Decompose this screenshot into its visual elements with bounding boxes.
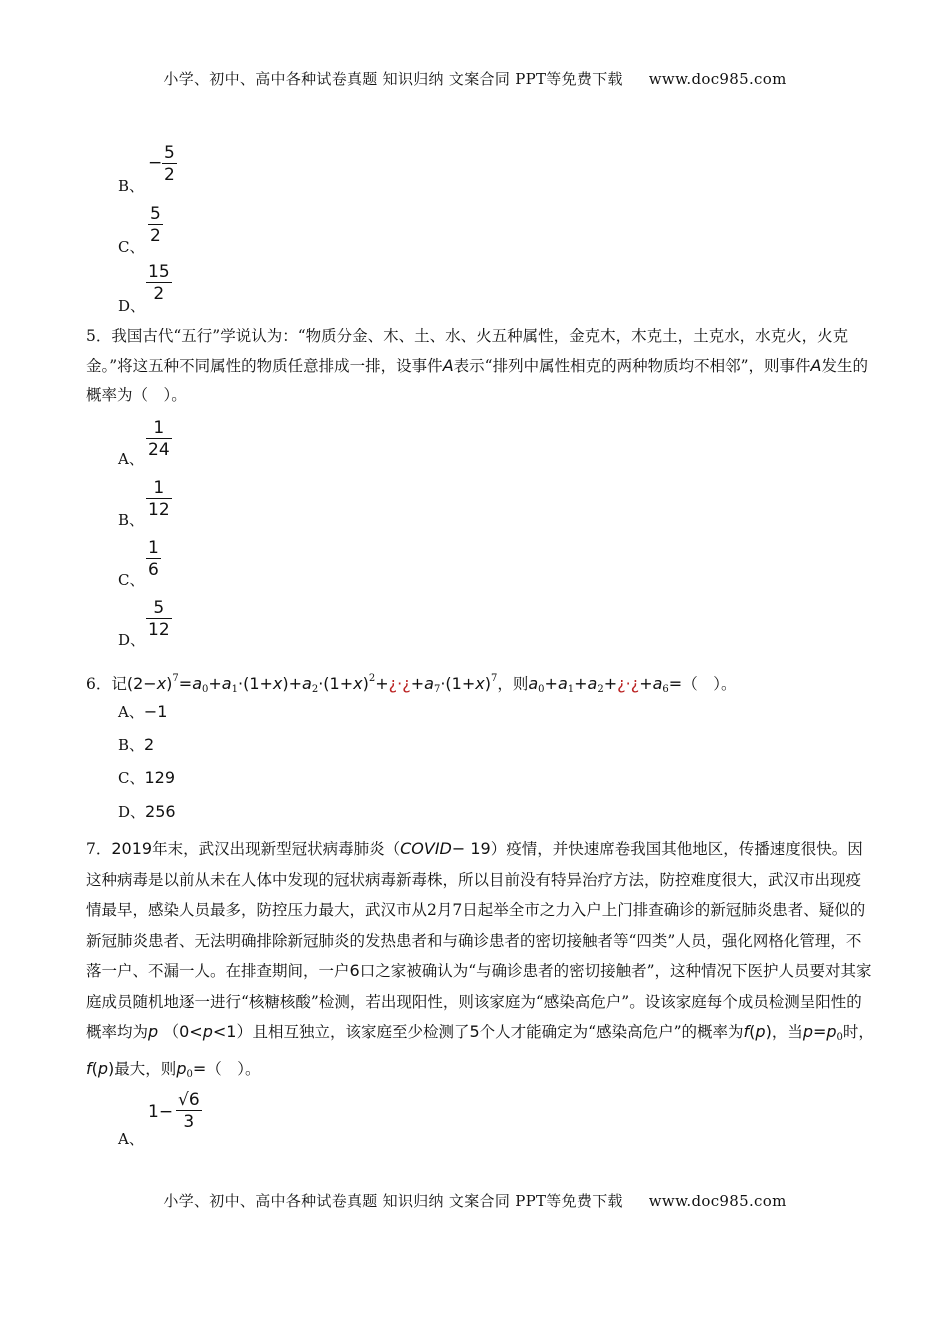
q7-text-5: 个人才能确定为“感染高危户”的概率为: [479, 1023, 744, 1041]
q7-p-range: （0<: [163, 1022, 203, 1041]
q5-option-a-label: A、: [118, 450, 144, 468]
q6-suffix: （ ）。: [682, 675, 737, 693]
q7-covid: COVID: [400, 839, 452, 858]
q4-option-c-fraction: [148, 204, 163, 246]
q7-text-2: ）疫情，并快速席卷我国其他地区，传播速度很快。因这种病毒是以前从未在人体中发现的冠状病毒新毒株，所以目前没有特异治疗方法，防控难度很大，武汉市出现疫情最早，感染人员最多，防控压力最大，武汉市从2月7日起举全市之力入户上门排查确诊的新冠肺炎患者、疑似的新冠肺炎患者、无法明确排除新冠肺炎的发热患者和与确诊患者的密切接触者等“四类”人员，强化网格化管理，不落一户、不漏一人。在排查期间，一户: [86, 840, 866, 980]
denominator: 2: [150, 226, 161, 246]
q4-option-c-label: C、: [118, 238, 145, 256]
q7-fp: f(p): [743, 1022, 772, 1041]
q7-text-6: ，当: [771, 1023, 803, 1041]
q7-text-9: （ ）。: [206, 1059, 261, 1078]
q5-option-c-label: C、: [118, 571, 145, 589]
event-a: A: [442, 356, 454, 375]
q5-option-b-fraction: [146, 478, 172, 520]
q6-option-b[interactable]: [118, 734, 154, 755]
q4-option-b-sign: −: [148, 153, 163, 173]
q6-option-c[interactable]: [118, 767, 175, 788]
q6-sum-formula: $a_0+a_1+a_2+¿\cdot¿+a_6=$: [528, 674, 683, 695]
q4-option-d-label: D、: [118, 297, 146, 315]
q7-covid-num: − 19: [451, 839, 491, 858]
numerator: 1: [148, 538, 159, 558]
q6-option-a-label: A、: [118, 703, 144, 721]
q5-text-1: 5．我国古代“五行”学说认为：“物质分金、木、土、水、火五种属性，金克木，木克土，土克水，水克火，火克金。”将这五种不同属性的物质任意排成一排，设事件: [86, 327, 849, 375]
header-text: 小学、初中、高中各种试卷真题 知识归纳 文案合同 PPT等免费下载: [163, 70, 623, 88]
denominator: 6: [148, 560, 159, 580]
denominator: 24: [148, 440, 170, 460]
q6-option-b-value: 2: [144, 735, 155, 754]
q6-option-b-label: B、: [118, 736, 145, 754]
numerator: 5: [150, 204, 161, 224]
q6-mid: ，则: [497, 675, 529, 693]
q5-option-a-fraction: [146, 418, 172, 460]
q5-option-b-label: B、: [118, 511, 145, 529]
q5-option-d-fraction: [146, 598, 172, 640]
numerator: 5: [153, 598, 165, 618]
denominator: 12: [148, 500, 170, 520]
numerator: √6: [178, 1090, 200, 1110]
denominator: 3: [176, 1110, 202, 1132]
numerator: 1: [153, 418, 165, 438]
q7-six: 6: [349, 961, 360, 980]
denominator: 12: [148, 620, 170, 640]
q5-text-2: 表示“排列中属性相克的两种物质均不相邻”，则事件: [453, 357, 811, 375]
question-5-stem: [86, 322, 876, 410]
q7-five: 5: [469, 1022, 480, 1041]
numerator: 5: [164, 143, 175, 163]
q4-option-d-fraction: [146, 262, 172, 304]
q6-prefix: 6．记: [86, 675, 127, 693]
q6-option-d[interactable]: [118, 801, 176, 822]
page-footer: [0, 1190, 950, 1211]
q7-option-a-label: A、: [118, 1130, 144, 1148]
question-7-stem: 7．2019年末，武汉出现新型冠状病毒肺炎（COVID− 19）疫情，并快速席卷我国其他地区，传播速度很快。因这种病毒是以前从未在人体中发现的冠状病毒新毒株，所以目前没有特异治疗方法，防控难度很大，武汉市出现疫情最早，感染人员最多，防控压力最大，武汉市从2月7日起举全市之力入户上门排查确诊的新冠肺炎患者、疑似的新冠肺炎患者、无法明确排除新冠肺炎的发热患者和与确诊患者的密切接触者等“四类”人员，强化网格化管理，不落一户、不漏一人。在排查期间，一户6口之家被确认为“与确诊患者的密切接触者”，这种情况下医护人员要对其家庭成员随机地逐一进行“核糖核酸”检测，若出现阳性，则该家庭为“感染高危户”。设该家庭每个成员检测呈阳性的概率均为p （0<p<1）且相互独立，该家庭至少检测了5个人才能确定为“感染高危户”的概率为f(p)，当$p=p_0$时，f(p)最大，则$p_0=$（ ）。: [86, 839, 874, 1080]
q7-option-a-one: 1−: [148, 1102, 174, 1122]
q7-text-7: 时，: [842, 1023, 874, 1041]
question-6-stem: [86, 664, 876, 704]
q7-text-3: 口之家被确认为“与确诊患者的密切接触者”，这种情况下医护人员要对其家庭成员随机地逐一进行“核糖核酸”检测，若出现阳性，则该家庭为“感染高危户”。设该家庭每个成员检测呈阳性的概率均为: [86, 962, 872, 1041]
q7-option-a-fraction: [176, 1090, 202, 1132]
header-site: www.doc985.com: [648, 70, 787, 88]
denominator: 2: [164, 165, 175, 185]
q7-p: p: [148, 1022, 159, 1041]
q6-option-c-value: 129: [144, 768, 176, 787]
q7-p0: $p_0=$: [176, 1058, 207, 1080]
numerator: 1: [153, 478, 165, 498]
footer-site: www.doc985.com: [648, 1192, 787, 1210]
q4-option-b-fraction: [162, 143, 177, 185]
q6-option-d-value: 256: [145, 802, 176, 821]
q7-fp-2: f(p): [86, 1058, 115, 1078]
event-a: A: [810, 356, 822, 375]
denominator: 2: [146, 282, 172, 304]
q7-p-eq-p0: $p=p_0$: [802, 1022, 843, 1043]
q7-number: 7．: [86, 840, 112, 858]
q6-option-a-value: −1: [143, 702, 168, 721]
page-header: [0, 68, 950, 89]
numerator: 15: [148, 262, 170, 282]
q7-year: 2019: [111, 839, 153, 858]
q6-option-d-label: D、: [118, 803, 146, 821]
q4-option-b-label: B、: [118, 177, 145, 195]
q7-text-4: 且相互独立，该家庭至少检测了: [252, 1023, 470, 1041]
q6-option-a[interactable]: [118, 701, 167, 722]
q6-expansion-formula: $(2-x)^7=a_0+a_1\cdot(1+x)+a_2\cdot(1+x)^2+¿\cdot¿+a_7\cdot(1+x)^7$: [126, 673, 498, 695]
q7-text-8: 最大，则: [114, 1059, 177, 1078]
q5-text-3: 发生的概率为（ ）。: [86, 357, 868, 404]
q6-option-c-label: C、: [118, 769, 145, 787]
q5-option-d-label: D、: [118, 631, 146, 649]
q7-text-1: 年末，武汉出现新型冠状病毒肺炎（: [152, 840, 401, 858]
footer-text: 小学、初中、高中各种试卷真题 知识归纳 文案合同 PPT等免费下载: [163, 1192, 623, 1210]
q5-option-c-fraction: [146, 538, 161, 580]
